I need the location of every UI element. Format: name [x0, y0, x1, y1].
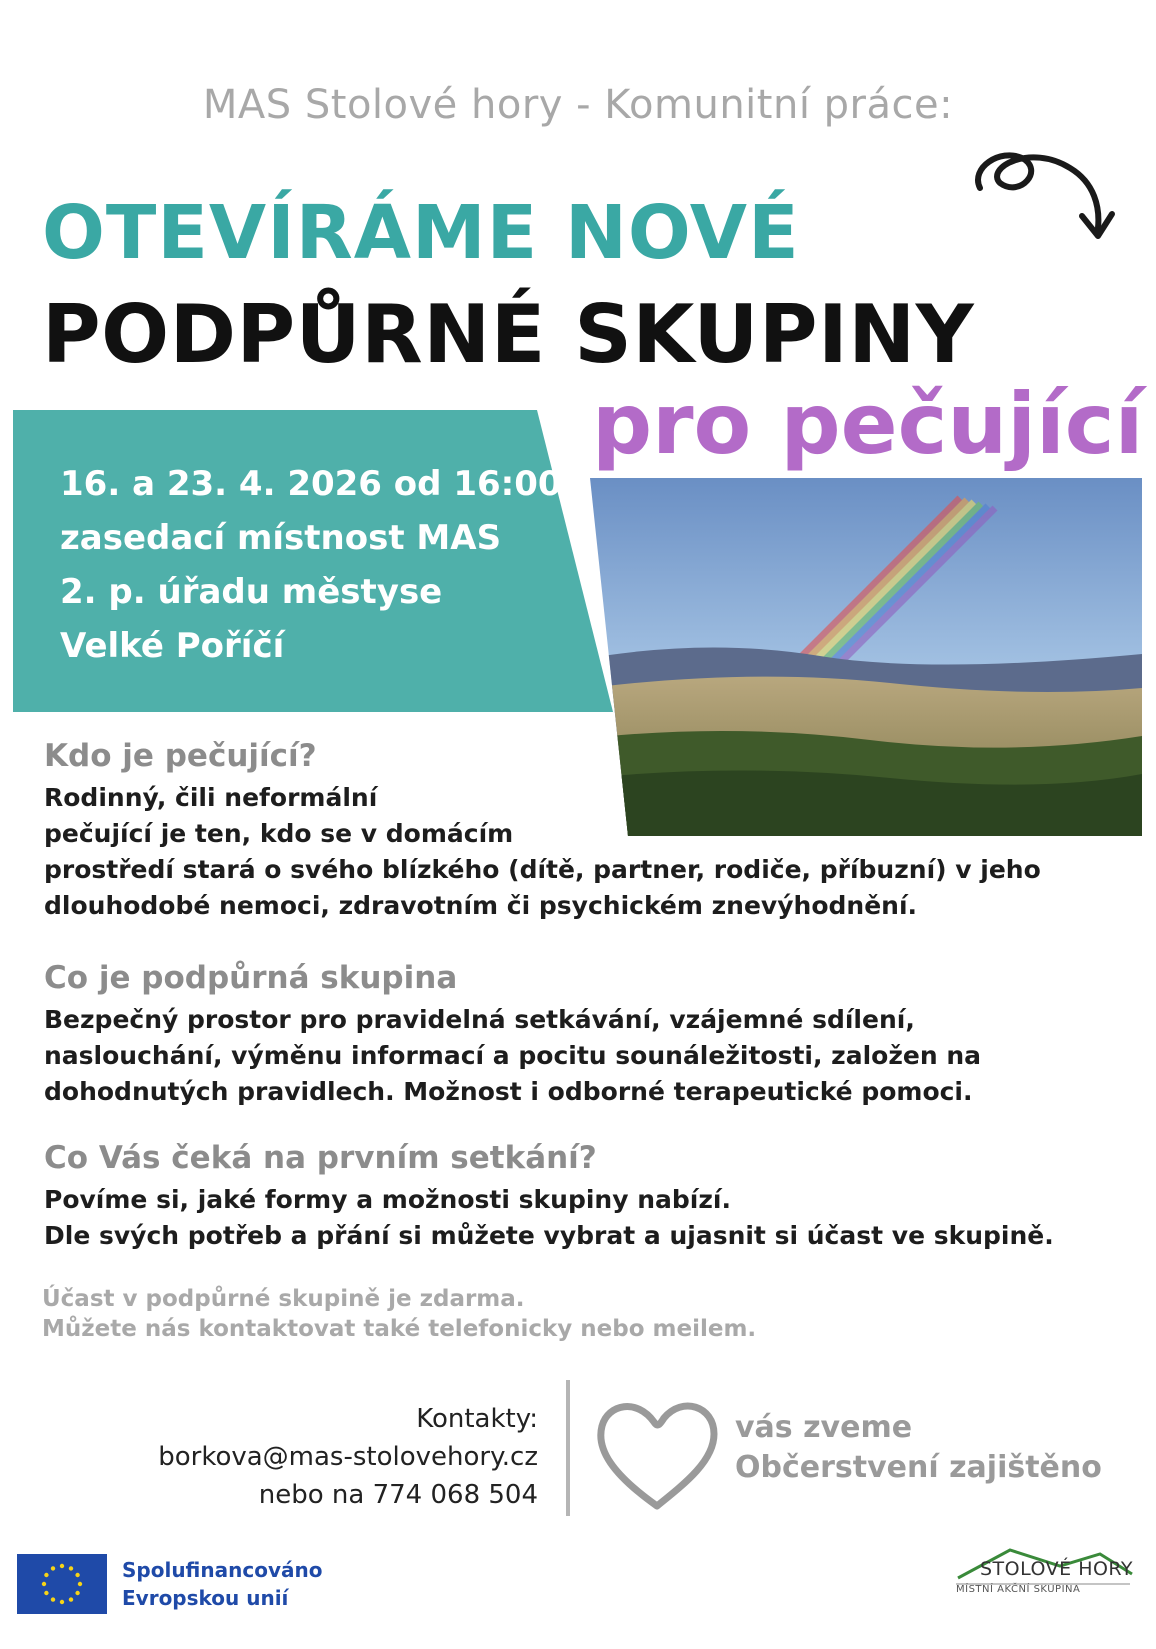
eu-cofinancing [122, 1556, 322, 1612]
free-participation-note [42, 1284, 756, 1344]
eu-star [51, 1597, 55, 1601]
eu-star [78, 1582, 82, 1586]
eu-line-1: Spolufinancováno [122, 1558, 323, 1582]
section-support-group [44, 960, 1124, 1110]
eu-star [69, 1597, 73, 1601]
eu-flag-icon [17, 1554, 107, 1614]
title-line-2: PODPŮRNÉ SKUPINY [42, 288, 975, 381]
eu-star [60, 1600, 64, 1604]
text-line: prostředí stará o svého blízkého (dítě, partner, rodiče, příbuzní) v jeho [44, 855, 1041, 884]
logo-subtitle: MÍSTNÍ AKČNÍ SKUPINA [956, 1584, 1081, 1595]
contacts-block [158, 1400, 538, 1514]
eu-star [42, 1582, 46, 1586]
eu-star [44, 1573, 48, 1577]
note-line: Můžete nás kontaktovat také telefonicky nebo meilem. [42, 1316, 757, 1342]
invite-line-2: Občerstvení zajištěno [735, 1450, 1102, 1485]
eu-star [51, 1566, 55, 1570]
section-title: Kdo je pečující? [44, 738, 317, 774]
curly-arrow-icon [960, 128, 1130, 258]
organization-heading: MAS Stolové hory - Komunitní práce: [202, 82, 954, 128]
eu-star [60, 1564, 64, 1568]
note-line: Účast v podpůrné skupině je zdarma. [42, 1286, 525, 1312]
text-line: Povíme si, jaké formy a možnosti skupiny nabízí. [44, 1185, 731, 1214]
eu-star [44, 1591, 48, 1595]
section-title: Co Vás čeká na prvním setkání? [44, 1140, 597, 1176]
section-first-meeting [44, 1140, 1124, 1254]
section-title: Co je podpůrná skupina [44, 960, 458, 996]
eu-star [75, 1573, 79, 1577]
eu-star [69, 1566, 73, 1570]
text-line: Dle svých potřeb a přání si můžete vybrat a ujasnit si účast ve skupině. [44, 1221, 1054, 1250]
text-line: Bezpečný prostor pro pravidelná setkávání, vzájemné sdílení, [44, 1005, 915, 1034]
title-line-1: OTEVÍRÁME NOVÉ [42, 190, 800, 276]
event-info [60, 457, 562, 673]
section-who-is-caregiver [44, 738, 1124, 924]
invitation [735, 1408, 1102, 1488]
section-text [44, 1002, 1124, 1110]
contact-email[interactable]: borkova@mas-stolovehory.cz [158, 1442, 538, 1472]
event-place-line-3: Velké Poříčí [60, 626, 285, 666]
contact-phone[interactable]: nebo na 774 068 504 [258, 1480, 538, 1510]
event-place-line-1: zasedací místnost MAS [60, 518, 502, 558]
text-line: dlouhodobé nemoci, zdravotním či psychickém znevýhodnění. [44, 891, 918, 920]
text-line: dohodnutých pravidlech. Možnost i odborné terapeutické pomoci. [44, 1077, 973, 1106]
event-date-time: 16. a 23. 4. 2026 od 16:00 [60, 464, 562, 504]
title-line-3: pro pečující [592, 375, 1144, 473]
text-line: pečující je ten, kdo se v domácím [44, 819, 514, 848]
eu-star [75, 1591, 79, 1595]
logo-name: STOLOVÉ HORY [980, 1558, 1134, 1580]
text-line: Rodinný, čili neformální [44, 783, 378, 812]
section-text [44, 1182, 1124, 1254]
eu-line-2: Evropskou unií [122, 1586, 289, 1610]
contacts-label: Kontakty: [416, 1404, 538, 1434]
heart-icon [592, 1394, 722, 1514]
invite-line-1: vás zveme [735, 1410, 913, 1445]
text-line: naslouchání, výměnu informací a pocitu sounáležitosti, založen na [44, 1041, 982, 1070]
event-place-line-2: 2. p. úřadu městyse [60, 572, 443, 612]
section-text [44, 780, 1124, 924]
vertical-divider [566, 1380, 570, 1516]
